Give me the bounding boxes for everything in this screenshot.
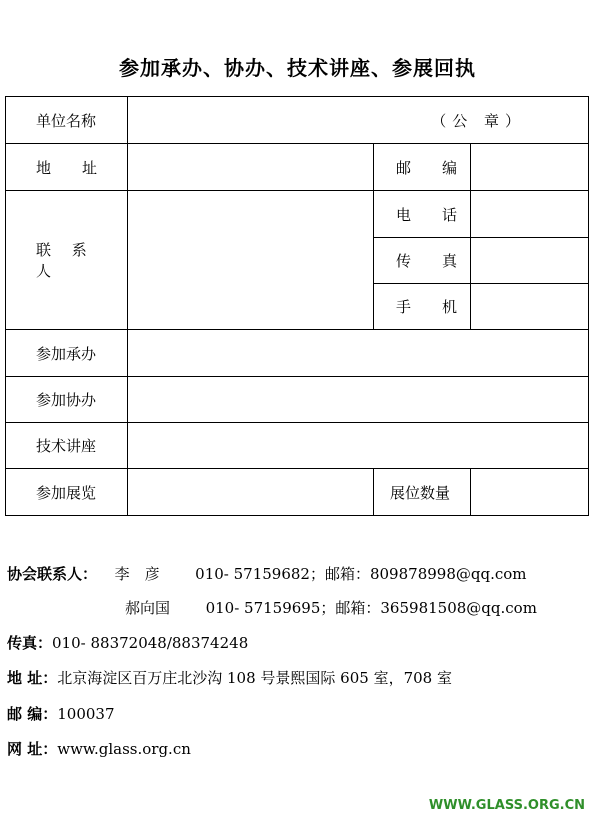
exhibit-field[interactable] [128, 469, 374, 516]
row-cohost [6, 377, 589, 423]
contact1-line [7, 563, 527, 584]
host-label: 参加承办 [6, 330, 128, 377]
page-title: 参加承办、协办、技术讲座、参展回执 [119, 56, 476, 80]
lecture-label: 技术讲座 [6, 423, 128, 469]
contact1-detail: 010- 57159682；邮箱：809878998@qq.com [195, 565, 527, 583]
row-phone [6, 191, 589, 238]
unit-name-label: 单位名称 [6, 97, 128, 144]
phone-field[interactable] [471, 191, 589, 238]
cohost-field[interactable] [128, 377, 589, 423]
website-line [7, 738, 191, 759]
address-line [7, 667, 452, 688]
host-field[interactable] [128, 330, 589, 377]
fax-line [7, 632, 248, 653]
phone-label: 电 话 [374, 191, 471, 238]
postcode-line [7, 703, 115, 724]
postcode-label: 邮 编 [374, 144, 471, 191]
address-field[interactable] [128, 144, 374, 191]
contact2-line [125, 597, 537, 618]
mobile-label: 手 机 [374, 284, 471, 330]
address-info-label: 地 址： [7, 669, 58, 687]
row-address [6, 144, 589, 191]
contact-person-label: 联 系 人 [6, 191, 128, 330]
contact2-detail: 010- 57159695；邮箱：365981508@qq.com [205, 599, 537, 617]
fax-info-value: 010- 88372048/88374248 [52, 634, 249, 652]
footer-site-link[interactable]: WWW.GLASS.ORG.CN [428, 798, 585, 813]
fax-label: 传 真 [374, 238, 471, 284]
row-lecture [6, 423, 589, 469]
postcode-info-value: 100037 [57, 705, 115, 723]
row-host [6, 330, 589, 377]
website-info-label: 网 址： [7, 740, 58, 758]
exhibit-label: 参加展览 [6, 469, 128, 516]
postcode-info-label: 邮 编： [7, 705, 58, 723]
contacts-label: 协会联系人： [7, 565, 98, 583]
fax-field[interactable] [471, 238, 589, 284]
cohost-label: 参加协办 [6, 377, 128, 423]
fax-info-label: 传真： [7, 634, 53, 652]
seal-label: （公 章） [431, 111, 526, 130]
booth-count-label: 展位数量 [374, 469, 471, 516]
unit-name-field[interactable] [128, 97, 589, 144]
lecture-field[interactable] [128, 423, 589, 469]
website-link[interactable]: www.glass.org.cn [57, 740, 191, 758]
address-info-value: 北京海淀区百万庄北沙沟 108 号景熙国际 605 室，708 室 [57, 669, 452, 687]
row-unit-name [6, 97, 589, 144]
booth-count-field[interactable] [471, 469, 589, 516]
receipt-form-table [5, 96, 589, 516]
contact-person-field[interactable] [128, 191, 374, 330]
postcode-field[interactable] [471, 144, 589, 191]
mobile-field[interactable] [471, 284, 589, 330]
row-exhibit [6, 469, 589, 516]
contact2-name: 郝向国 [125, 599, 171, 617]
contact1-name: 李 彦 [114, 565, 160, 583]
address-label: 地 址 [6, 144, 128, 191]
